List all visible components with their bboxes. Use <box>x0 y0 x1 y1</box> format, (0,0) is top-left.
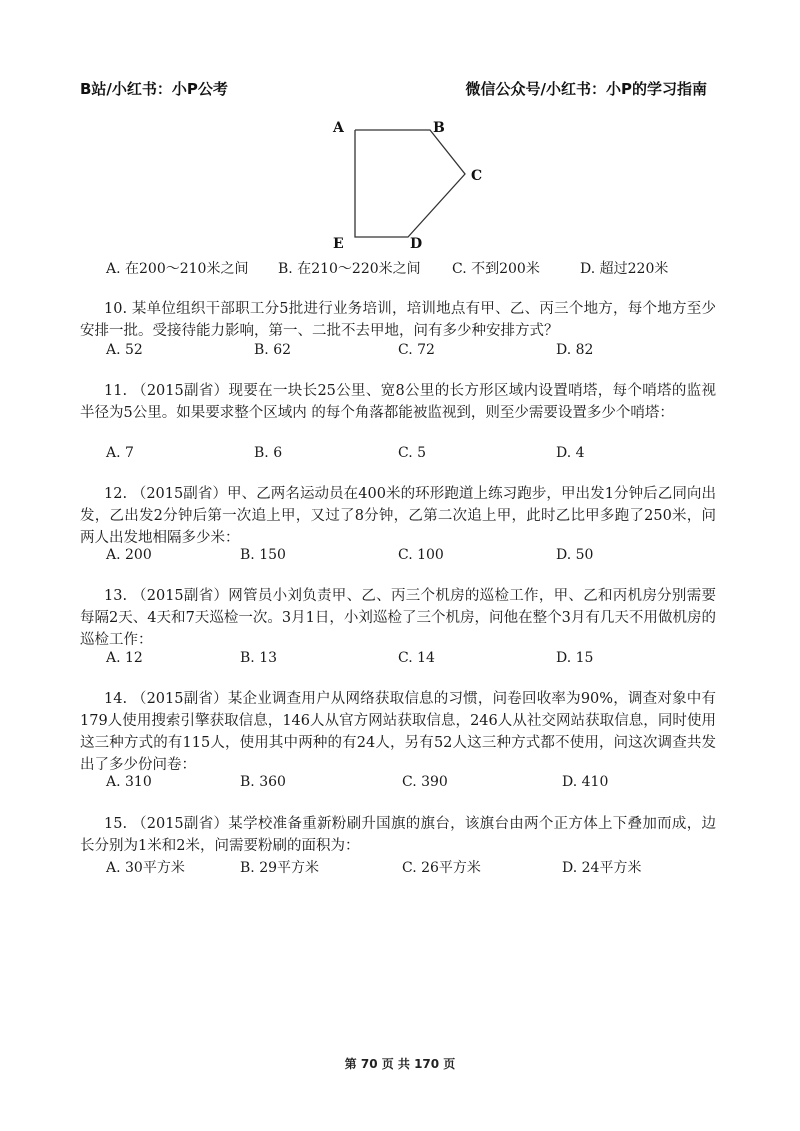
question-11 <box>80 380 716 424</box>
option-a: A. 52 <box>106 342 143 358</box>
question-15-options <box>106 857 706 879</box>
option-c: C. 14 <box>398 650 435 666</box>
option-b: B. 6 <box>254 445 283 461</box>
option-d: D. 82 <box>556 342 594 358</box>
pentagon-figure <box>325 112 495 252</box>
vertex-label-a: A <box>333 120 344 136</box>
option-a: A. 在200～210米之间 <box>106 261 249 277</box>
option-d: D. 4 <box>556 445 585 461</box>
question-11-options <box>106 445 706 467</box>
option-d: D. 50 <box>556 547 594 563</box>
question-13 <box>80 585 716 651</box>
option-b: B. 13 <box>240 650 278 666</box>
question-14 <box>80 688 716 776</box>
option-c: C. 390 <box>402 774 448 790</box>
question-10-options <box>106 342 706 364</box>
option-c: C. 不到200米 <box>452 261 540 277</box>
vertex-label-b: B <box>433 120 445 136</box>
prev-question-options <box>106 258 706 280</box>
option-b: B. 360 <box>240 774 286 790</box>
header-left-text: B站/小红书：小P公考 <box>80 80 228 98</box>
option-b: B. 62 <box>254 342 292 358</box>
option-a: A. 12 <box>106 650 143 666</box>
question-text: 14. （2015副省）某企业调查用户从网络获取信息的习惯，问卷回收率为90%，调查对象中有179人使用搜索引擎获取信息，146人从官方网站获取信息，246人从社交网站获取信息，同时使用这三种方式的有115人，使用其中两种的有24人，另有52人这三种方式都不使用，问这次调查共发出了多少份问卷： <box>80 691 716 773</box>
header-right-text: 微信公众号/小红书：小P的学习指南 <box>465 80 707 98</box>
question-text: 10. 某单位组织干部职工分5批进行业务培训，培训地点有甲、乙、丙三个地方，每个地方至少安排一批。受接待能力影响，第一、二批不去甲地，问有多少种安排方式？ <box>80 301 716 339</box>
option-d: D. 15 <box>556 650 594 666</box>
question-text: 11. （2015副省）现要在一块长25公里、宽8公里的长方形区域内设置哨塔，每个哨塔的监视半径为5公里。如果要求整个区域内 的每个角落都能被监视到，则至少需要设置多少个哨塔： <box>80 383 716 421</box>
page-number: 第 70 页 共 170 页 <box>344 1057 456 1071</box>
question-15 <box>80 813 716 857</box>
question-14-options <box>106 774 706 796</box>
question-10 <box>80 298 716 342</box>
option-d: D. 超过220米 <box>580 261 669 277</box>
option-c: C. 100 <box>398 547 444 563</box>
question-13-options <box>106 650 706 672</box>
question-12-options <box>106 547 706 569</box>
option-b: B. 29平方米 <box>240 860 320 876</box>
option-a: A. 7 <box>106 445 134 461</box>
option-a: A. 200 <box>106 547 152 563</box>
option-d: D. 24平方米 <box>562 860 642 876</box>
option-b: B. 150 <box>240 547 286 563</box>
question-12 <box>80 483 716 549</box>
option-a: A. 310 <box>106 774 152 790</box>
vertex-label-e: E <box>333 236 344 252</box>
option-c: C. 26平方米 <box>402 860 481 876</box>
option-b: B. 在210～220米之间 <box>278 261 421 277</box>
question-text: 12. （2015副省）甲、乙两名运动员在400米的环形跑道上练习跑步，甲出发1分钟后乙同向出发，乙出发2分钟后第一次追上甲，又过了8分钟，乙第二次追上甲，此时乙比甲多跑了250米，问两人出发地相隔多少米： <box>80 486 716 546</box>
option-c: C. 72 <box>398 342 435 358</box>
question-text: 13. （2015副省）网管员小刘负责甲、乙、丙三个机房的巡检工作，甲、乙和丙机房分别需要每隔2天、4天和7天巡检一次。3月1日，小刘巡检了三个机房，问他在整个3月有几天不用做机房的巡检工作： <box>80 588 716 648</box>
question-text: 15. （2015副省）某学校准备重新粉刷升国旗的旗台，该旗台由两个正方体上下叠加而成，边长分别为1米和2米，问需要粉刷的面积为： <box>80 816 716 854</box>
vertex-label-d: D <box>410 236 423 252</box>
option-d: D. 410 <box>562 774 609 790</box>
option-c: C. 5 <box>398 445 427 461</box>
vertex-label-c: C <box>471 168 483 184</box>
pentagon-outline <box>355 130 465 237</box>
option-a: A. 30平方米 <box>106 860 185 876</box>
